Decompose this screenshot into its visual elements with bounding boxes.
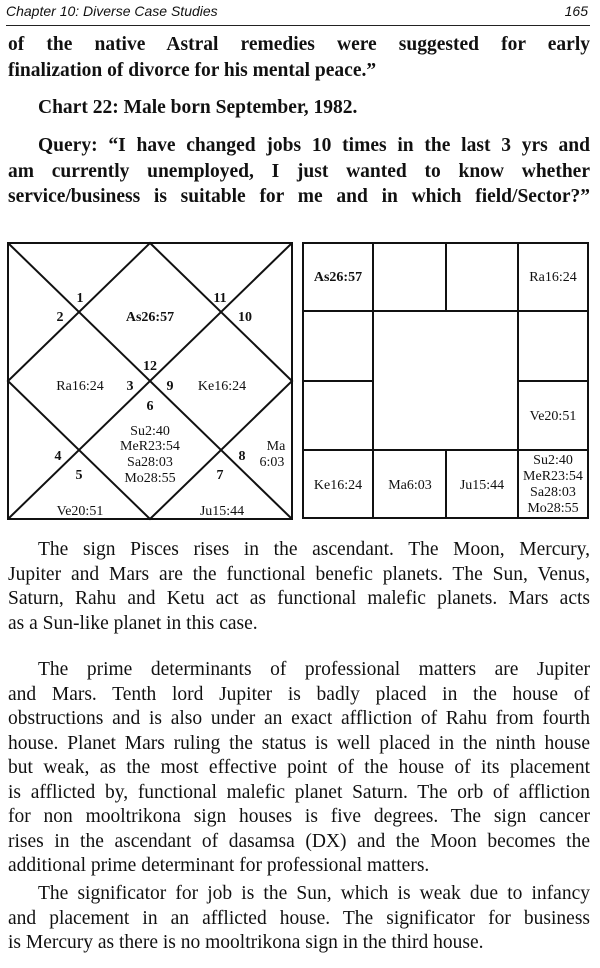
ascendant-label: As26:57	[313, 270, 363, 285]
house-number: 10	[238, 310, 252, 325]
header-rule	[6, 25, 590, 26]
text-line: of the native Astral remedies were suggested for early	[8, 34, 590, 55]
chart-heading	[8, 95, 590, 121]
planet-label: 6:03	[259, 455, 285, 470]
planet-label: Sa28:03	[530, 485, 576, 500]
text-line: for non mooltrikona sign houses is five degrees. The sign cancer	[8, 806, 590, 827]
running-header-chapter: Chapter 10: Diverse Case Studies	[6, 3, 218, 19]
planet-label: Su2:40	[533, 453, 573, 468]
text-line: is Mercury as there is no mooltrikona sign in the third house.	[8, 932, 484, 953]
south-indian-chart	[300, 240, 600, 525]
north-indian-chart	[0, 240, 300, 525]
planet-label: Ma6:03	[388, 478, 432, 493]
planet-label: MeR23:54	[523, 469, 583, 484]
text-line: and placement in an afflicted house. The significator for business	[8, 907, 590, 929]
planet-label: Ke16:24	[313, 478, 363, 493]
text-line: Jupiter and Mars are the functional benefic planets. The Sun, Venus,	[8, 563, 590, 585]
page-number: 165	[564, 3, 588, 19]
text-line: Saturn, Rahu and Ketu act as functional malefic planets. Mars acts	[8, 588, 590, 609]
text-line: The sign Pisces rises in the ascendant. The Moon, Mercury,	[38, 539, 590, 560]
planet-label: Mo28:55	[527, 501, 579, 516]
planet-label: Ju15:44	[199, 504, 245, 519]
planet-label: Ve20:51	[56, 504, 104, 519]
house-number: 9	[166, 379, 174, 394]
text-line: finalization of divorce for his mental peace.”	[8, 59, 377, 81]
paragraph	[8, 658, 590, 879]
planet-label: Sa28:03	[127, 455, 173, 470]
text-line: am currently unemployed, I just wanted to know whether	[8, 160, 590, 182]
paragraph	[8, 882, 590, 956]
house-number: 3	[126, 379, 134, 394]
house-number: 4	[54, 449, 62, 464]
text-line: Query: “I have changed jobs 10 times in the last 3 yrs and	[38, 135, 590, 156]
ascendant-label: As26:57	[125, 310, 175, 325]
paragraph	[8, 538, 590, 636]
text-line: The prime determinants of professional matters are Jupiter	[38, 659, 590, 680]
house-number: 12	[143, 359, 157, 374]
house-number: 1	[76, 291, 84, 306]
text-line: house. Planet Mars ruling the status is well placed in the ninth house	[8, 732, 590, 754]
house-number: 8	[238, 449, 246, 464]
text-line: as a Sun-like planet in this case.	[8, 612, 258, 634]
planet-label: Ra16:24	[529, 270, 577, 285]
house-number: 5	[75, 468, 83, 483]
planet-label: Ma	[266, 439, 286, 454]
planet-label: Mo28:55	[124, 471, 176, 486]
text-line: additional prime determinant for professional matters.	[8, 855, 430, 876]
text-line: obstructions and is also under an exact affliction of Rahu from fourth	[8, 708, 590, 729]
house-number: 2	[56, 310, 64, 325]
planet-label: Ve20:51	[529, 409, 577, 424]
intro-text	[8, 32, 590, 83]
house-number: 11	[213, 291, 227, 306]
text-line: service/business is suitable for me and in which field/Sector?”	[8, 186, 590, 207]
planet-label: Ra16:24	[56, 379, 104, 394]
house-number: 6	[146, 399, 154, 414]
chart-heading-text: Chart 22: Male born September, 1982.	[38, 97, 358, 118]
text-line: The significator for job is the Sun, which is weak due to infancy	[38, 883, 590, 904]
planet-label: Ke16:24	[197, 379, 247, 394]
planet-label: Su2:40	[130, 424, 170, 439]
planet-label: Ju15:44	[459, 478, 505, 493]
text-line: rises in the ascendant of dasamsa (DX) and the Moon becomes the	[8, 830, 590, 852]
query-text	[8, 133, 590, 210]
text-line: is afflicted by, functional malefic planet Saturn. The orb of affliction	[8, 781, 590, 803]
text-line: and Mars. Tenth lord Jupiter is badly placed in the house of	[8, 683, 590, 705]
text-line: but weak, as the most effective point of the house of its placement	[8, 757, 590, 778]
house-number: 7	[216, 468, 224, 483]
planet-label: MeR23:54	[120, 439, 180, 454]
